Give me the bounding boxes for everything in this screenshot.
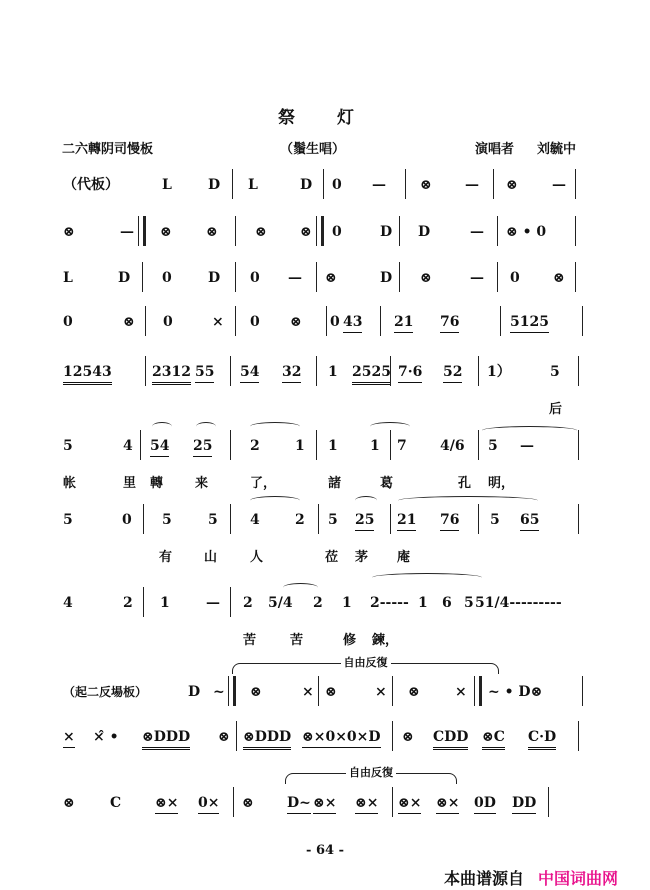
song-title: 祭 灯 xyxy=(278,108,372,128)
barline xyxy=(390,430,391,460)
barline xyxy=(575,216,576,246)
lyric: 有 xyxy=(159,550,173,565)
notation-line-1 xyxy=(0,175,650,205)
note: ⊗ xyxy=(300,224,312,240)
note: × xyxy=(455,684,467,700)
lyric: 了， xyxy=(250,476,277,491)
barline xyxy=(497,216,498,246)
notation-line-7 xyxy=(0,510,650,565)
note: ⊗ xyxy=(63,795,75,811)
note: 1 xyxy=(160,595,170,611)
slur xyxy=(482,426,577,435)
note: ⊗ xyxy=(506,177,518,193)
note: ⊗ xyxy=(553,270,565,286)
lyric: 諸 xyxy=(328,476,342,491)
lyric: 里 xyxy=(123,476,137,491)
note: D xyxy=(188,684,201,700)
lyric: 茅 xyxy=(355,550,369,565)
barline xyxy=(316,262,317,292)
note-group: ⊗DDD xyxy=(243,727,291,750)
lyric: 帐 xyxy=(63,476,77,491)
note-group: ⊗× xyxy=(155,793,178,814)
barline xyxy=(318,676,319,706)
note-group: 2525 xyxy=(352,362,391,385)
repeat-start xyxy=(138,216,146,246)
page-number: - 64 - xyxy=(306,843,344,858)
barline xyxy=(235,306,236,336)
note-group: 0× xyxy=(198,793,219,814)
note-group: 5125 xyxy=(510,312,549,333)
note-group: ⊗× xyxy=(436,793,459,814)
note: 1 xyxy=(328,438,338,454)
performer-name: 刘毓中 xyxy=(537,142,577,157)
note-group: 32 xyxy=(282,362,301,383)
note-group: ⊗× xyxy=(398,793,421,814)
note: 5 xyxy=(328,512,338,528)
barline xyxy=(392,787,393,817)
note: 0 xyxy=(250,314,260,330)
barline xyxy=(390,504,391,534)
note: 5 xyxy=(464,595,474,611)
note: × xyxy=(375,684,387,700)
tempo-mark: （代板） xyxy=(63,177,119,193)
barline xyxy=(235,216,236,246)
barline xyxy=(575,169,576,199)
free-repeat-label: 自由反復 xyxy=(346,764,396,780)
grace-note: 51/4--------- xyxy=(475,595,562,611)
note: 0 xyxy=(250,270,260,286)
note: ⊗ xyxy=(250,684,262,700)
barline xyxy=(142,262,143,292)
note: ⊗ xyxy=(408,684,420,700)
source-credit xyxy=(444,866,618,889)
note: ⊗ • 0 xyxy=(506,224,547,240)
note: 1） xyxy=(487,364,511,380)
note: D xyxy=(418,224,431,240)
notation-line-8 xyxy=(0,593,650,648)
lyric: 鍊， xyxy=(372,633,399,648)
note: 7 xyxy=(397,438,407,454)
note-group: C·D xyxy=(528,727,556,750)
note-group: 43 xyxy=(343,312,362,333)
note-group: 76 xyxy=(440,312,459,333)
note: 1 xyxy=(370,438,380,454)
note-group: ~ • D⊗ xyxy=(488,684,543,700)
notation-line-4 xyxy=(0,312,650,342)
note-group: ⊗C xyxy=(482,727,505,750)
barline xyxy=(405,169,406,199)
note: 2----- xyxy=(370,595,409,611)
performer-label: 演唱者 xyxy=(475,142,515,157)
lyric: 庵 xyxy=(397,550,411,565)
note: ⊗ xyxy=(206,224,218,240)
notation-line-11 xyxy=(0,793,650,823)
note: D xyxy=(300,177,313,193)
lyric: 轉 xyxy=(150,476,164,491)
note: — xyxy=(470,270,484,286)
notation-line-9 xyxy=(0,682,650,712)
note: 2 xyxy=(250,438,260,454)
barline xyxy=(390,356,391,386)
slur xyxy=(250,422,300,431)
note: — xyxy=(288,270,302,286)
note: 4 xyxy=(63,595,73,611)
note: 5 xyxy=(550,364,560,380)
slur xyxy=(283,583,318,592)
lyric: 来 xyxy=(195,476,209,491)
note: × xyxy=(302,684,314,700)
note: 2 xyxy=(313,595,323,611)
note-group: 21 xyxy=(397,510,416,531)
note-group: 55 xyxy=(195,362,214,383)
note-group: ⊗× xyxy=(355,793,378,814)
note: — xyxy=(552,177,566,193)
note-group: 12543 xyxy=(63,362,112,385)
note: ⊗ xyxy=(63,224,75,240)
note-group: ⊗DDD xyxy=(142,727,190,750)
note-group: D~ xyxy=(287,793,311,814)
barline xyxy=(232,169,233,199)
note: 5 xyxy=(490,512,500,528)
barline xyxy=(582,306,583,336)
note-group: 76 xyxy=(440,510,459,531)
barline xyxy=(392,721,393,751)
lyric: 莅 xyxy=(325,550,339,565)
note: ⊗ xyxy=(325,270,337,286)
note: ~ xyxy=(213,684,225,700)
lyric: 孔 xyxy=(458,476,472,491)
barline xyxy=(233,787,234,817)
lyric: 苦 xyxy=(290,633,304,648)
lyric: 山 xyxy=(204,550,218,565)
note: 0 xyxy=(510,270,520,286)
free-repeat-label: 自由反復 xyxy=(341,654,391,670)
note-group: 7·6 xyxy=(398,362,422,383)
note: — xyxy=(465,177,479,193)
note: L xyxy=(248,177,258,193)
barline xyxy=(230,430,231,460)
note: 2 xyxy=(243,595,253,611)
barline xyxy=(497,262,498,292)
note: ⊗ xyxy=(325,684,337,700)
barline xyxy=(392,676,393,706)
barline xyxy=(318,504,319,534)
note: 4 xyxy=(123,438,133,454)
note-group: 25 xyxy=(193,436,212,457)
lyric: 人 xyxy=(250,550,264,565)
note: 1 xyxy=(328,364,338,380)
barline xyxy=(380,306,381,336)
barline xyxy=(582,676,583,706)
free-repeat-bracket xyxy=(285,766,457,784)
barline xyxy=(230,504,231,534)
note: — xyxy=(470,224,484,240)
note: ⊗ xyxy=(255,224,267,240)
note: 5 xyxy=(488,438,498,454)
note: ⊗ xyxy=(420,177,432,193)
note: ⊗ xyxy=(242,795,254,811)
mode-label: 二六轉阴司慢板 xyxy=(62,142,154,157)
note: 0 xyxy=(63,314,73,330)
note: 0 xyxy=(162,270,172,286)
barline xyxy=(145,356,146,386)
lyric: 修 xyxy=(343,633,357,648)
note-group: 25 xyxy=(355,510,374,531)
note-group: 52 xyxy=(443,362,462,383)
note: — xyxy=(120,224,134,240)
note-group: 54 xyxy=(240,362,259,383)
note-group: 54 xyxy=(150,436,169,457)
note: 0 xyxy=(122,512,132,528)
notation-line-10 xyxy=(0,727,650,757)
note: 0 xyxy=(332,224,342,240)
note: 0 xyxy=(330,314,340,330)
barline xyxy=(230,356,231,386)
note: — xyxy=(372,177,386,193)
source-site-link[interactable]: 中国词曲网 xyxy=(538,869,619,888)
note-group: 65 xyxy=(520,510,539,531)
note: 2 xyxy=(295,512,305,528)
slur xyxy=(398,496,538,505)
notation-line-5 xyxy=(0,362,650,417)
barline xyxy=(140,430,141,460)
free-repeat-bracket xyxy=(232,656,499,674)
slur xyxy=(196,422,216,431)
note: — xyxy=(206,595,220,611)
slur xyxy=(372,573,482,582)
barline xyxy=(500,306,501,336)
lyric: 苦 xyxy=(243,633,257,648)
note: D xyxy=(208,177,221,193)
note-group: ⊗×0×0×D xyxy=(302,727,381,748)
repeat-end xyxy=(316,216,324,246)
barline xyxy=(230,587,231,617)
barline xyxy=(316,356,317,386)
note: 4 xyxy=(250,512,260,528)
slur xyxy=(152,422,172,431)
barline xyxy=(143,504,144,534)
note-group: 2312 xyxy=(152,362,191,385)
barline xyxy=(316,430,317,460)
note: 5 xyxy=(208,512,218,528)
note: D xyxy=(118,270,131,286)
barline xyxy=(578,430,579,460)
role-label: （鬚生唱） xyxy=(280,142,346,157)
barline xyxy=(578,504,579,534)
barline xyxy=(578,356,579,386)
note-group: 21 xyxy=(394,312,413,333)
note: 5 xyxy=(63,512,73,528)
barline xyxy=(399,216,400,246)
note: ×̂ • xyxy=(93,729,119,745)
note-group: DD xyxy=(512,793,536,814)
note: 1 xyxy=(342,595,352,611)
note: ⊗ xyxy=(290,314,302,330)
barline xyxy=(236,721,237,751)
lyric: 后 xyxy=(549,402,563,417)
grace-note: 5/4 xyxy=(268,595,293,611)
grace-note: 4/6 xyxy=(440,438,465,454)
note: ⊗ xyxy=(123,314,135,330)
note-group: 0D xyxy=(474,793,496,814)
barline xyxy=(578,721,579,751)
note: 5 xyxy=(63,438,73,454)
section-mark: （起二反場板） xyxy=(63,685,148,699)
note: D xyxy=(380,224,393,240)
barline xyxy=(478,504,479,534)
barline xyxy=(143,587,144,617)
notation-line-3 xyxy=(0,268,650,298)
note: × xyxy=(212,314,224,330)
barline xyxy=(478,430,479,460)
note: 2 xyxy=(123,595,133,611)
note: 1 xyxy=(418,595,428,611)
slur xyxy=(250,496,300,505)
barline xyxy=(235,262,236,292)
note: C xyxy=(110,795,122,811)
repeat-end xyxy=(474,676,482,706)
note: L xyxy=(162,177,172,193)
note: 6 xyxy=(442,595,452,611)
notation-line-6 xyxy=(0,436,650,491)
note: 1 xyxy=(295,438,305,454)
note: D xyxy=(208,270,221,286)
lyric: 明， xyxy=(488,476,515,491)
note: × xyxy=(63,727,75,748)
note: L xyxy=(63,270,73,286)
barline xyxy=(548,787,549,817)
note: ⊗ xyxy=(160,224,172,240)
barline xyxy=(326,306,327,336)
barline xyxy=(575,262,576,292)
barline xyxy=(323,169,324,199)
repeat-start xyxy=(228,676,236,706)
note: ⊗ xyxy=(402,729,414,745)
barline xyxy=(145,306,146,336)
note: 5 xyxy=(162,512,172,528)
note: 0 xyxy=(332,177,342,193)
note: D xyxy=(380,270,393,286)
note-group: CDD xyxy=(433,727,468,750)
barline xyxy=(399,262,400,292)
barline xyxy=(493,169,494,199)
note: ⊗ xyxy=(218,729,230,745)
note: ⊗ xyxy=(420,270,432,286)
lyric: 葛 xyxy=(380,476,394,491)
note: 0 xyxy=(163,314,173,330)
source-label: 本曲谱源自 xyxy=(444,869,525,888)
notation-line-2 xyxy=(0,222,650,252)
note-group: ⊗× xyxy=(313,793,336,814)
barline xyxy=(478,356,479,386)
note: — xyxy=(520,438,534,454)
slur xyxy=(355,496,377,505)
